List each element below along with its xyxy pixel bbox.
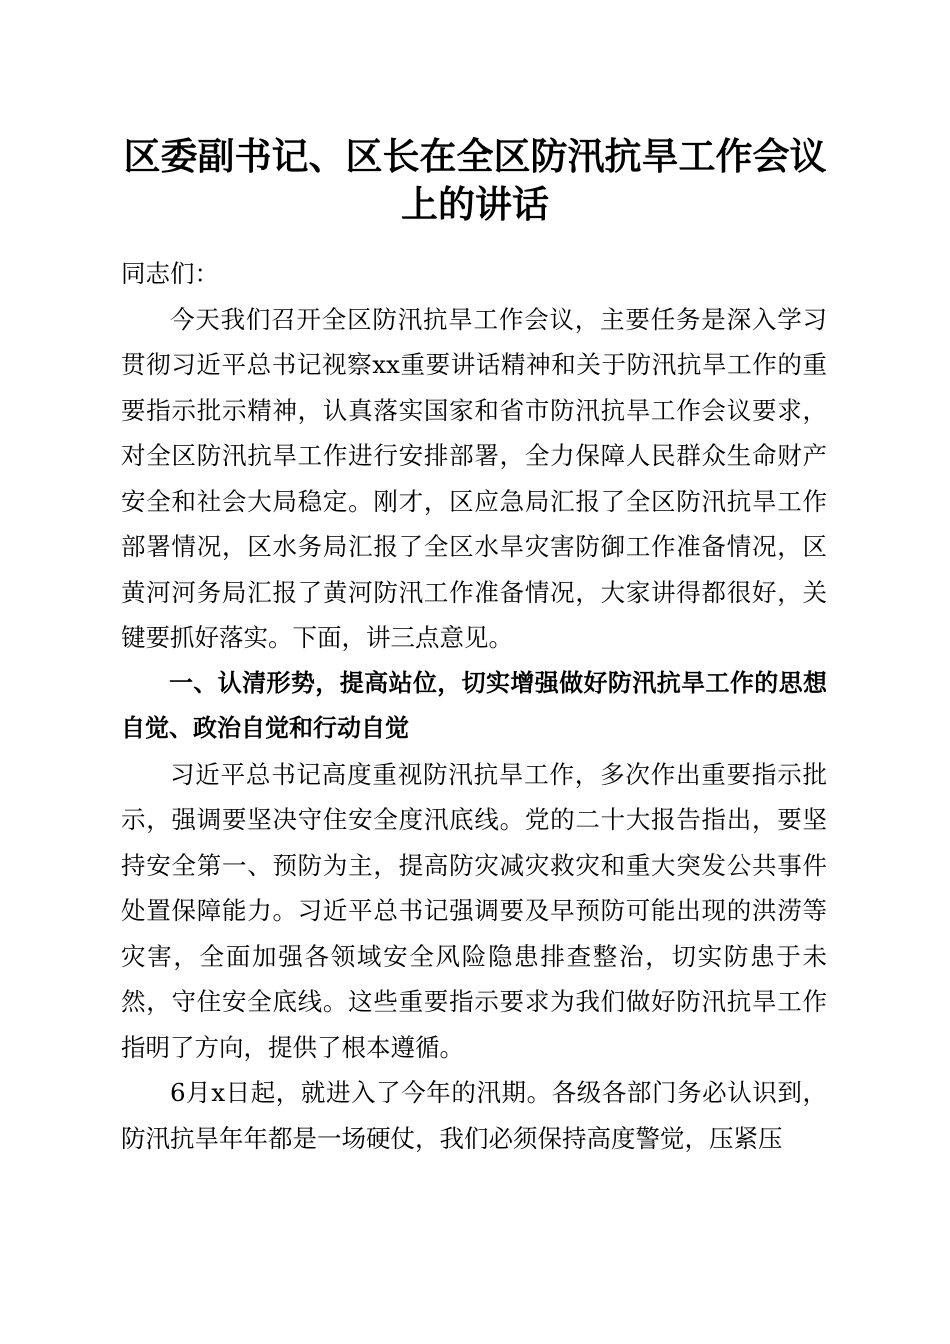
document-title: 区委副书记、区长在全区防汛抗旱工作会议上的讲话 — [123, 134, 827, 226]
paragraph-section-1b: 6月x日起，就进入了今年的汛期。各级各部门务必认识到，防汛抗旱年年都是一场硬仗，我们必须保持高度警觉，压紧压 — [121, 1078, 827, 1153]
paragraph-section-1a: 习近平总书记高度重视防汛抗旱工作，多次作出重要指示批示，强调要坚决守住安全度汛底线。党的二十大报告指出，要坚持安全第一、预防为主，提高防灾减灾救灾和重大突发公共事件处置保障能力。习近平总书记强调要及早预防可能出现的洪涝等灾害，全面加强各领域安全风险隐患排查整治，切实防患于未然，守住安全底线。这些重要指示要求为我们做好防汛抗旱工作指明了方向，提供了根本遵循。 — [121, 759, 827, 1062]
section-heading-1: 一、认清形势，提高站位，切实增强做好防汛抗旱工作的思想自觉、政治自觉和行动自觉 — [121, 668, 827, 742]
document-body — [121, 251, 827, 1161]
paragraph-intro: 今天我们召开全区防汛抗旱工作会议，主要任务是深入学习贯彻习近平总书记视察xx重要讲话精神和关于防汛抗旱工作的重要指示批示精神，认真落实国家和省市防汛抗旱工作会议要求，对全区防汛抗旱工作进行安排部署，全力保障人民群众生命财产安全和社会大局稳定。刚才，区应急局汇报了全区防汛抗旱工作部署情况，区水务局汇报了全区水旱灾害防御工作准备情况，区黄河河务局汇报了黄河防汛工作准备情况，大家讲得都很好，关键要抓好落实。下面，讲三点意见。 — [121, 304, 827, 652]
salutation: 同志们： — [121, 259, 219, 288]
